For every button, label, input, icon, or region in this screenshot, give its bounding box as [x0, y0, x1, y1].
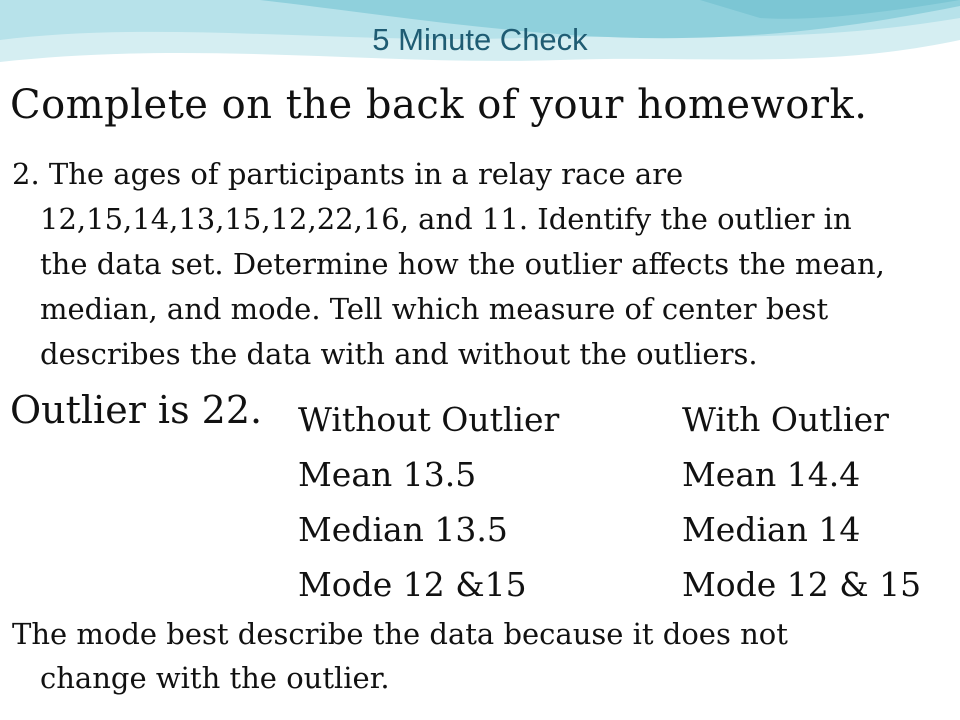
outlier-statement: Outlier is 22. — [10, 388, 263, 432]
with-outlier-median: Median 14 — [682, 510, 861, 549]
conclusion-text — [12, 612, 942, 700]
question-line: 12,15,14,13,15,12,22,16, and 11. Identify the outlier in — [40, 202, 852, 236]
question-line: the data set. Determine how the outlier affects the mean, — [40, 247, 885, 281]
with-outlier-header: With Outlier — [682, 400, 889, 439]
without-outlier-header: Without Outlier — [298, 400, 560, 439]
with-outlier-column — [682, 392, 921, 612]
with-outlier-mean: Mean 14.4 — [682, 455, 861, 494]
question-line: describes the data with and without the outliers. — [40, 337, 758, 371]
with-outlier-mode: Mode 12 & 15 — [682, 565, 922, 604]
question-line: median, and mode. Tell which measure of center best — [40, 292, 829, 326]
conclusion-line: The mode best describe the data because it does not — [12, 617, 788, 651]
without-outlier-mean: Mean 13.5 — [298, 455, 477, 494]
question-line: 2. The ages of participants in a relay race are — [12, 157, 684, 191]
slide-title: 5 Minute Check — [372, 22, 588, 57]
without-outlier-median: Median 13.5 — [298, 510, 508, 549]
without-outlier-mode: Mode 12 &15 — [298, 565, 527, 604]
conclusion-line: change with the outlier. — [40, 661, 390, 695]
question-text — [12, 152, 942, 377]
without-outlier-column — [298, 392, 559, 612]
slide-heading: Complete on the back of your homework. — [10, 82, 868, 128]
